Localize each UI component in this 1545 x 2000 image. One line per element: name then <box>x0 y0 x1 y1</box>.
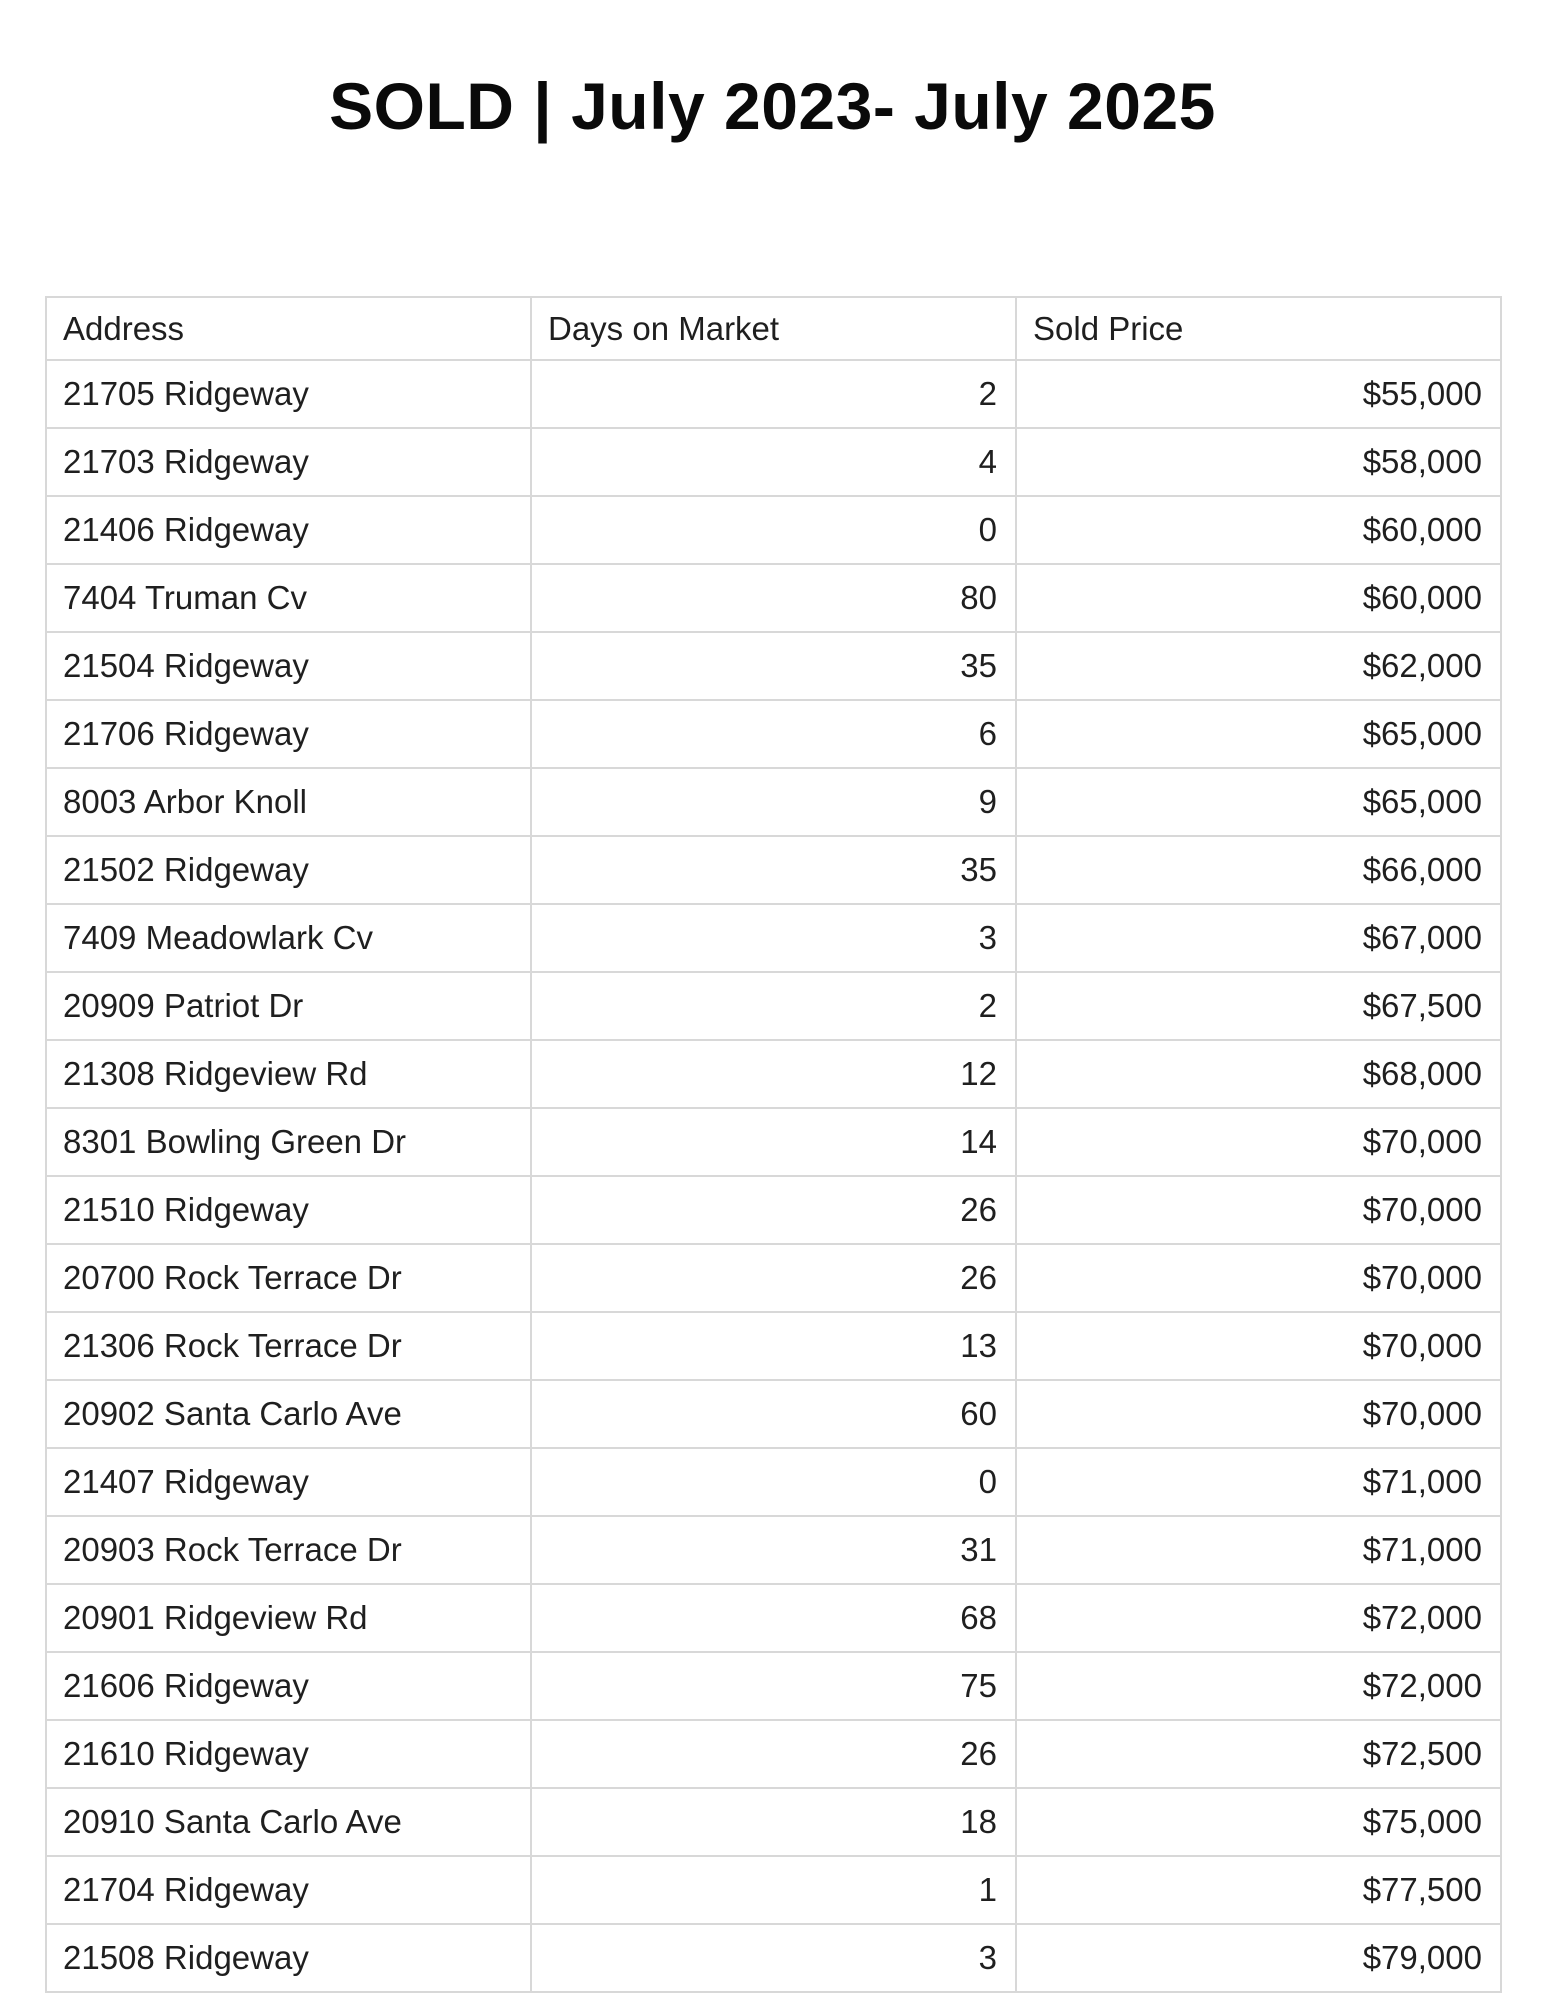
table-row <box>46 632 1501 700</box>
address-cell: 20903 Rock Terrace Dr <box>46 1516 531 1584</box>
days-on-market-cell: 1 <box>531 1856 1016 1924</box>
address-cell: 8003 Arbor Knoll <box>46 768 531 836</box>
days-on-market-cell: 3 <box>531 904 1016 972</box>
days-on-market-cell: 0 <box>531 1448 1016 1516</box>
address-cell: 21704 Ridgeway <box>46 1856 531 1924</box>
table-row <box>46 1516 1501 1584</box>
address-cell: 21306 Rock Terrace Dr <box>46 1312 531 1380</box>
address-cell: 21606 Ridgeway <box>46 1652 531 1720</box>
days-on-market-cell: 31 <box>531 1516 1016 1584</box>
sold-price-cell: $60,000 <box>1016 564 1501 632</box>
sold-price-cell: $65,000 <box>1016 768 1501 836</box>
days-on-market-cell: 18 <box>531 1788 1016 1856</box>
table-row <box>46 1788 1501 1856</box>
sold-price-cell: $75,000 <box>1016 1788 1501 1856</box>
table-row <box>46 1448 1501 1516</box>
address-cell: 21308 Ridgeview Rd <box>46 1040 531 1108</box>
table-row <box>46 1856 1501 1924</box>
sold-price-cell: $70,000 <box>1016 1312 1501 1380</box>
table-row <box>46 700 1501 768</box>
table-row <box>46 1652 1501 1720</box>
sold-price-cell: $72,000 <box>1016 1652 1501 1720</box>
sold-price-cell: $70,000 <box>1016 1176 1501 1244</box>
table-header-row <box>46 297 1501 360</box>
address-cell: 21510 Ridgeway <box>46 1176 531 1244</box>
days-on-market-cell: 75 <box>531 1652 1016 1720</box>
sold-price-cell: $70,000 <box>1016 1108 1501 1176</box>
address-cell: 7404 Truman Cv <box>46 564 531 632</box>
address-cell: 20700 Rock Terrace Dr <box>46 1244 531 1312</box>
sold-price-cell: $77,500 <box>1016 1856 1501 1924</box>
sold-price-cell: $67,500 <box>1016 972 1501 1040</box>
address-cell: 21508 Ridgeway <box>46 1924 531 1992</box>
days-on-market-cell: 2 <box>531 360 1016 428</box>
days-on-market-cell: 35 <box>531 836 1016 904</box>
address-cell: 20909 Patriot Dr <box>46 972 531 1040</box>
sold-price-cell: $71,000 <box>1016 1448 1501 1516</box>
sold-price-cell: $72,000 <box>1016 1584 1501 1652</box>
sold-price-cell: $71,000 <box>1016 1516 1501 1584</box>
table-body <box>46 360 1501 1992</box>
table-row <box>46 564 1501 632</box>
days-on-market-cell: 35 <box>531 632 1016 700</box>
days-on-market-cell: 3 <box>531 1924 1016 1992</box>
address-cell: 7409 Meadowlark Cv <box>46 904 531 972</box>
table-row <box>46 496 1501 564</box>
table-row <box>46 1380 1501 1448</box>
page-title: SOLD | July 2023- July 2025 <box>329 69 1216 143</box>
table-row <box>46 1108 1501 1176</box>
table-row <box>46 1040 1501 1108</box>
column-header-address: Address <box>46 297 531 360</box>
sold-price-cell: $70,000 <box>1016 1380 1501 1448</box>
sold-price-cell: $58,000 <box>1016 428 1501 496</box>
table-row <box>46 1244 1501 1312</box>
table-row <box>46 1176 1501 1244</box>
days-on-market-cell: 68 <box>531 1584 1016 1652</box>
sold-price-cell: $72,500 <box>1016 1720 1501 1788</box>
address-cell: 21610 Ridgeway <box>46 1720 531 1788</box>
days-on-market-cell: 80 <box>531 564 1016 632</box>
table-row <box>46 1924 1501 1992</box>
address-cell: 21706 Ridgeway <box>46 700 531 768</box>
days-on-market-cell: 26 <box>531 1720 1016 1788</box>
days-on-market-cell: 60 <box>531 1380 1016 1448</box>
table-row <box>46 904 1501 972</box>
days-on-market-cell: 0 <box>531 496 1016 564</box>
table-row <box>46 428 1501 496</box>
days-on-market-cell: 6 <box>531 700 1016 768</box>
address-cell: 21502 Ridgeway <box>46 836 531 904</box>
address-cell: 21705 Ridgeway <box>46 360 531 428</box>
sold-price-cell: $67,000 <box>1016 904 1501 972</box>
days-on-market-cell: 26 <box>531 1176 1016 1244</box>
days-on-market-cell: 26 <box>531 1244 1016 1312</box>
address-cell: 21406 Ridgeway <box>46 496 531 564</box>
table-row <box>46 1312 1501 1380</box>
days-on-market-cell: 12 <box>531 1040 1016 1108</box>
address-cell: 20910 Santa Carlo Ave <box>46 1788 531 1856</box>
sold-price-cell: $68,000 <box>1016 1040 1501 1108</box>
sold-price-cell: $60,000 <box>1016 496 1501 564</box>
column-header-sold-price: Sold Price <box>1016 297 1501 360</box>
sold-price-cell: $79,000 <box>1016 1924 1501 1992</box>
days-on-market-cell: 13 <box>531 1312 1016 1380</box>
sold-price-cell: $62,000 <box>1016 632 1501 700</box>
table-row <box>46 1584 1501 1652</box>
address-cell: 21504 Ridgeway <box>46 632 531 700</box>
days-on-market-cell: 4 <box>531 428 1016 496</box>
sold-price-cell: $55,000 <box>1016 360 1501 428</box>
sold-price-cell: $70,000 <box>1016 1244 1501 1312</box>
table-row <box>46 768 1501 836</box>
table-row <box>46 972 1501 1040</box>
sold-listings-table <box>45 296 1502 1993</box>
table-row <box>46 1720 1501 1788</box>
days-on-market-cell: 14 <box>531 1108 1016 1176</box>
address-cell: 21407 Ridgeway <box>46 1448 531 1516</box>
sold-price-cell: $66,000 <box>1016 836 1501 904</box>
address-cell: 8301 Bowling Green Dr <box>46 1108 531 1176</box>
column-header-days-on-market: Days on Market <box>531 297 1016 360</box>
address-cell: 20902 Santa Carlo Ave <box>46 1380 531 1448</box>
table-row <box>46 836 1501 904</box>
sold-price-cell: $65,000 <box>1016 700 1501 768</box>
address-cell: 20901 Ridgeview Rd <box>46 1584 531 1652</box>
days-on-market-cell: 2 <box>531 972 1016 1040</box>
days-on-market-cell: 9 <box>531 768 1016 836</box>
address-cell: 21703 Ridgeway <box>46 428 531 496</box>
table-row <box>46 360 1501 428</box>
